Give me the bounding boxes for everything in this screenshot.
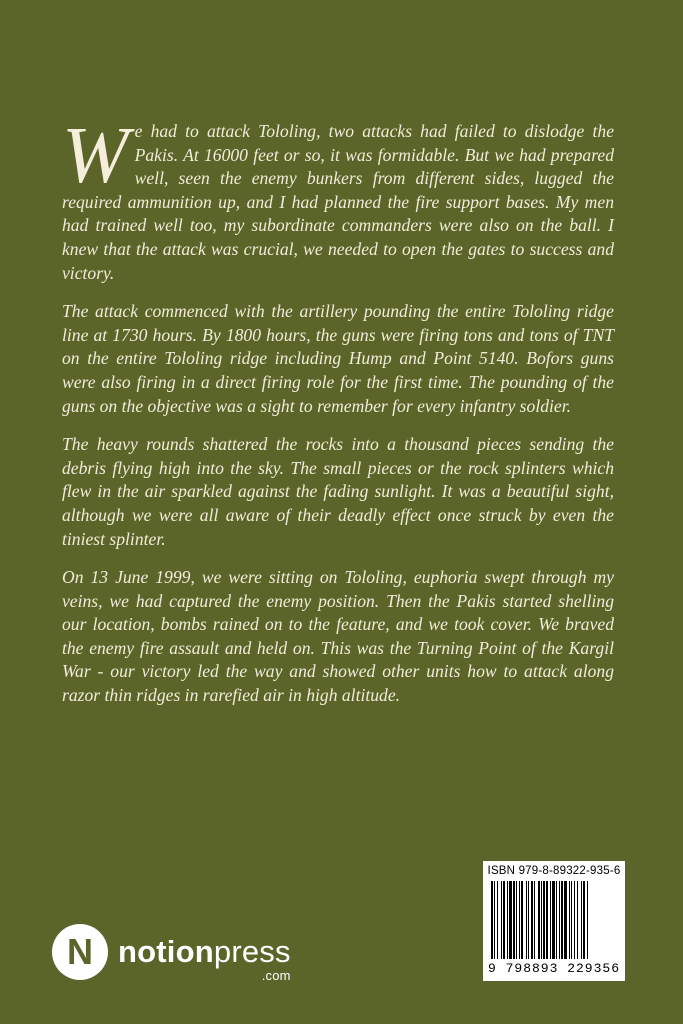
barcode-bar <box>519 881 520 959</box>
barcode-bar <box>577 881 578 959</box>
barcode-bar <box>503 881 505 959</box>
barcode-bar <box>559 881 560 959</box>
barcode-bar <box>531 881 533 959</box>
barcode-bar <box>581 881 582 959</box>
barcode-icon <box>491 881 617 961</box>
barcode-bar <box>513 881 515 959</box>
barcode-digits: 9 798893 229356 <box>487 961 621 976</box>
barcode-bar <box>543 881 545 959</box>
barcode-bar <box>534 881 535 959</box>
barcode-bar <box>528 881 529 959</box>
barcode-bar <box>491 881 493 959</box>
barcode-bar <box>574 881 575 959</box>
barcode-bar <box>587 881 588 959</box>
blurb-text <box>62 112 614 723</box>
drop-cap: W <box>62 112 129 200</box>
barcode-bar <box>556 881 557 959</box>
isbn-barcode-box <box>483 861 625 981</box>
barcode-bar <box>583 881 585 959</box>
barcode-bar <box>507 881 508 959</box>
publisher-name <box>118 934 291 983</box>
logo-letter: N <box>67 931 93 972</box>
barcode-bar <box>552 881 555 959</box>
publisher-logo <box>52 920 291 984</box>
barcode-bar <box>546 881 548 959</box>
blurb-paragraph-3: The heavy rounds shattered the rocks into a thousand pieces sending the debris flying high into the sky. The small pieces or the rock splinters which flew in the air sparkled against the fading sunlight. It was a beautiful sight, although we were all aware of their deadly effect once struck by even the tiniest splinter. <box>62 434 614 549</box>
barcode-bar <box>501 881 502 959</box>
publisher-domain: .com <box>261 968 291 983</box>
notion-press-logo-icon <box>52 924 108 980</box>
barcode-bar <box>538 881 540 959</box>
publisher-name-light: press <box>213 934 291 969</box>
barcode-bar <box>516 881 517 959</box>
barcode-bar <box>509 881 512 959</box>
barcode-bar <box>571 881 572 959</box>
publisher-name-bold: notion <box>118 934 214 969</box>
barcode-bar <box>564 881 567 959</box>
isbn-label: ISBN 979-8-89322-935-6 <box>487 865 621 877</box>
barcode-bar <box>497 881 498 959</box>
barcode-bar <box>561 881 563 959</box>
paragraph-1-text: e had to attack Tololing, two attacks had failed to dislodge the Pakis. At 16000 feet or so, it was formidable. But we had prepared well, seen the enemy bunkers from different sides, lugged the required ammunition up, and I had planned the fire support bases. My men had trained well too, my subordinate commanders were also on the ball. I knew that the attack was crucial, we needed to open the gates to success and victory. <box>62 121 614 283</box>
barcode-bar <box>494 881 495 959</box>
barcode-bar <box>541 881 542 959</box>
barcode-bar <box>550 881 551 959</box>
blurb-paragraph-1 <box>62 112 614 285</box>
barcode-bar <box>526 881 527 959</box>
blurb-paragraph-2: The attack commenced with the artillery pounding the entire Tololing ridge line at 1730 hours. By 1800 hours, the guns were firing tons and tons of TNT on the entire Tololing ridge including Hump and Point 5140. Bofors guns were also firing in a direct firing role for the first time. The pounding of the guns on the objective was a sight to remember for every infantry soldier. <box>62 301 614 416</box>
barcode-bar <box>521 881 523 959</box>
blurb-paragraph-4: On 13 June 1999, we were sitting on Tololing, euphoria swept through my veins, we had captured the enemy position. Then the Pakis started shelling our location, bombs rained on to the feature, and we took cover. We braved the enemy fire assault and held on. This was the Turning Point of the Kargil War - our victory led the way and showed other units how to attack along razor thin ridges in rarefied air in high altitude. <box>62 567 614 706</box>
barcode-bar <box>569 881 570 959</box>
